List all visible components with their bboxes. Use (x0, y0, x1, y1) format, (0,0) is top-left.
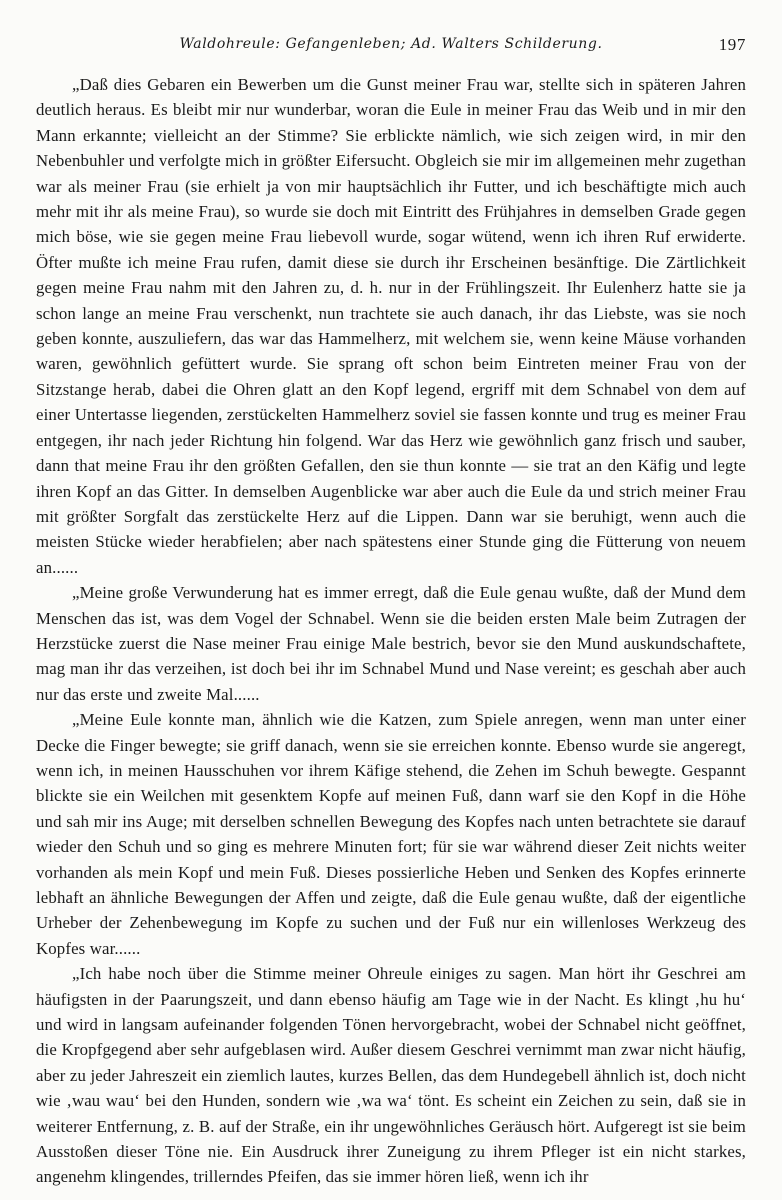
paragraph-2: „Meine große Verwunderung hat es immer erregt, daß die Eule genau wußte, daß der Mund dem Menschen das ist, was dem Vogel der Schnabel. Wenn sie die beiden ersten Male beim Zutragen der Herzstücke zuerst die Nase meiner Frau einige Male bestrich, bevor sie den Mund auskundschaftete, mag man ihr das verzeihen, ist doch bei ihr im Schnabel Mund und Nase vereint; es geschah aber auch nur das erste und zweite Mal...... (36, 583, 746, 704)
paragraph-1: „Daß dies Gebaren ein Bewerben um die Gunst meiner Frau war, stellte sich in späteren Jahren deutlich heraus. Es bleibt mir nur wunderbar, woran die Eule in meiner Frau das Weib und in mir den Mann erkannte; vielleicht an der Stimme? Sie erblickte nämlich, wie sich zeigen wird, in mir den Nebenbuhler und verfolgte mich in größter Eifersucht. Obgleich sie mir im allgemeinen mehr zugethan war als meiner Frau (sie erhielt ja von mir hauptsächlich ihr Futter, und ich beschäftigte mich auch mehr mit ihr als meine Frau), so wurde sie doch mit Eintritt des Frühjahres in demselben Grade gegen mich böse, wie sie gegen meine Frau liebevoll wurde, sogar wütend, wenn ich ihren Ruf erwiderte. Öfter mußte ich meine Frau rufen, damit diese sie durch ihr Erscheinen besänftige. Die Zärtlichkeit gegen meine Frau nahm mit den Jahren zu, d. h. nur in der Frühlingszeit. Ihr Eulenherz hatte sie ja schon lange an meine Frau verschenkt, nun trachtete sie auch danach, ihr das Liebste, was sie noch geben konnte, auszuliefern, das war das Hammelherz, mit welchem sie, wenn keine Mäuse vorhanden waren, gewöhnlich gefüttert wurde. Sie sprang oft schon beim Eintreten meiner Frau von der Sitzstange herab, dabei die Ohren glatt an den Kopf legend, ergriff mit dem Schnabel von dem auf einer Untertasse liegenden, zerstückelten Hammelherz soviel sie fassen konnte und trug es meiner Frau entgegen, ihr nach jeder Richtung hin folgend. War das Herz wie gewöhnlich ganz frisch und sauber, dann that meine Frau ihr den größten Gefallen, den sie thun konnte — sie trat an den Käfig und legte ihren Kopf an das Gitter. In demselben Augenblicke war aber auch die Eule da und strich meiner Frau mit größter Sorgfalt das zerstückelte Herz auf die Lippen. Dann war sie beruhigt, wenn auch die meisten Stücke wieder herabfielen; aber nach spätestens einer Stunde ging die Fütterung von neuem an...... (36, 75, 746, 577)
page-number: 197 (718, 35, 746, 54)
paragraph-4: „Ich habe noch über die Stimme meiner Ohreule einiges zu sagen. Man hört ihr Geschrei am häufigsten in der Paarungszeit, und dann ebenso häufig am Tage wie in der Nacht. Es klingt ‚hu hu‘ und wird in langsam aufeinander folgenden Tönen hervorgebracht, wobei der Schnabel nicht geöffnet, die Kropfgegend aber sehr aufgeblasen wird. Außer diesem Geschrei vernimmt man zwar nicht häufig, aber zu jeder Jahreszeit ein ziemlich lautes, kurzes Bellen, das dem Hundegebell ähnlich ist, doch nicht wie ‚wau wau‘ bei den Hunden, sondern wie ‚wa wa‘ tönt. Es scheint ein Zeichen zu sein, daß sie in weiterer Entfernung, z. B. auf der Straße, ein ihr ungewöhnliches Geräusch hört. Aufgeregt ist sie beim Ausstoßen dieser Töne nie. Ein Ausdruck ihrer Zuneigung zu ihrem Pfleger ist ein nicht starkes, angenehm klingendes, trillerndes Pfeifen, das sie immer hören ließ, wenn ich ihr (36, 964, 746, 1187)
page-header (36, 36, 746, 58)
running-head: Waldohreule: Gefangenleben; Ad. Walters Schilderung. (179, 36, 603, 52)
paragraph-3: „Meine Eule konnte man, ähnlich wie die Katzen, zum Spiele anregen, wenn man unter einer Decke die Finger bewegte; sie griff danach, wenn sie sie erreichen konnte. Ebenso wurde sie angeregt, wenn ich, in meinen Hausschuhen vor ihrem Käfige stehend, die Zehen im Schuh bewegte. Gespannt blickte sie ein Weilchen mit gesenktem Kopfe auf meinen Fuß, dann warf sie den Kopf in die Höhe und sah mir ins Auge; mit derselben schnellen Bewegung des Kopfes nach unten betrachtete sie darauf wieder den Schuh und so ging es mehrere Minuten fort; für sie war während dieser Zeit nichts weiter vorhanden als mein Kopf und mein Fuß. Dieses possierliche Heben und Senken des Kopfes erinnerte lebhaft an ähnliche Bewegungen der Affen und zeigte, daß die Eule genau wußte, daß der eigentliche Urheber der Zehenbewegung im Kopfe zu suchen und der Fuß nur ein willenloses Werkzeug des Kopfes war...... (36, 710, 746, 958)
body-text (36, 72, 746, 1190)
